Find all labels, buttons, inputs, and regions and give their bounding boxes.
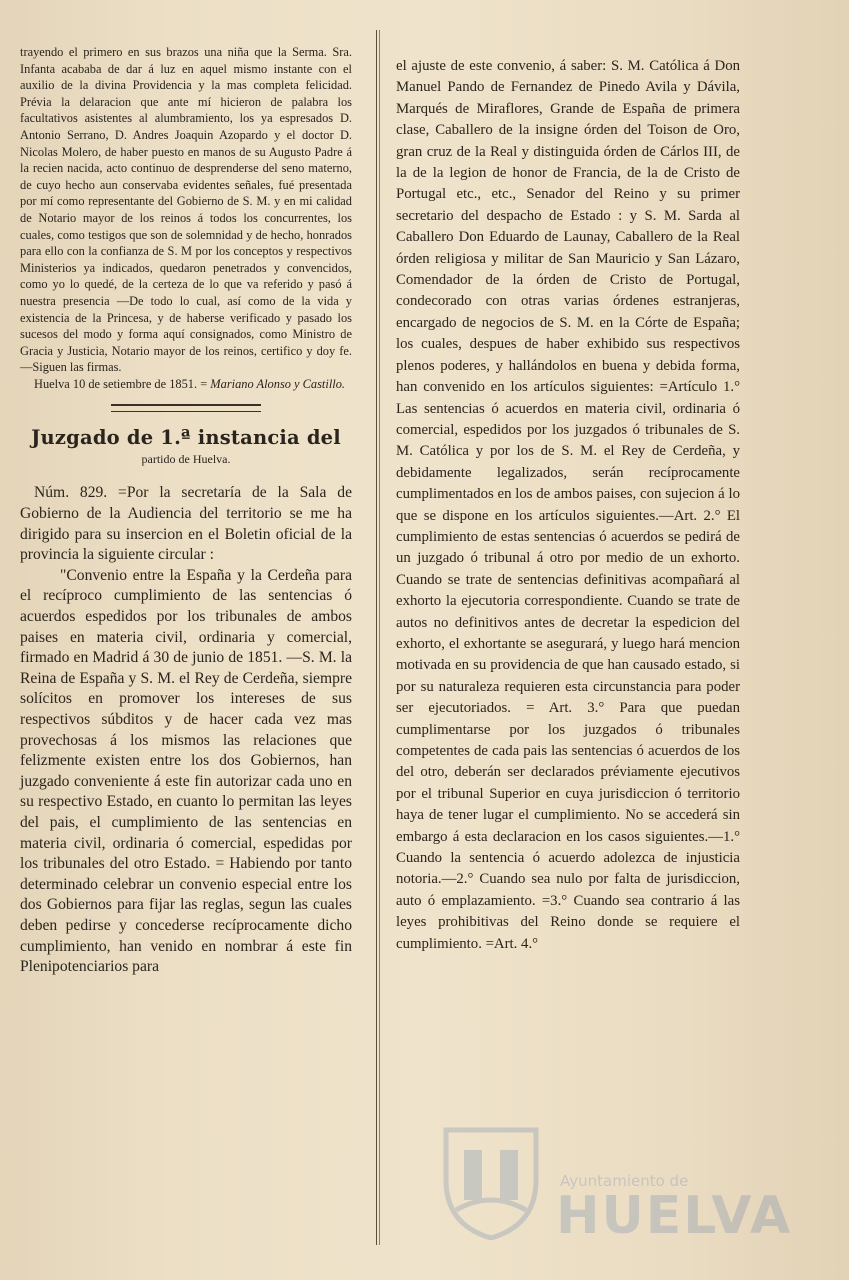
convenio-paragraph: "Convenio entre la España y la Cerdeña para el recíproco cumplimiento de las sentencias ó acuerdos espedidos por los tribunales de ambos paises en materia civil, ordinaria y comercial, firmado en Madrid á 30 de junio de 1851. —S. M. la Reina de España y S. M. el Rey de Cerdeña, siempre solícitos en promover los intereses de sus respectivos súbditos y de hacer cada vez mas provechosas á los mismos las relaciones que felizmente existen entre los dos Gobiernos, han juzgado conveniente á este fin autorizar cada uno en su respectivo Estado, en cuanto lo permitan las leyes del pais, el cumplimiento de las sentencias en materia civil, ordinaria ó comercial, espedidas por los tribunales del otro Estado. = Habiendo por tanto determinado celebrar un convenio especial entre los dos Gobiernos para fijar las reglas, segun las cuales deben pedirse y concederse recíprocamente dicho cumplimiento, han venido en nombrar á este fin Plenipotenciarios para	[20, 566, 352, 976]
signature-name: Mariano Alonso y Castillo.	[210, 376, 345, 391]
section-subheading: partido de Huelva.	[141, 452, 231, 467]
left-column	[20, 44, 352, 978]
right-column	[396, 56, 740, 955]
city-shield-icon	[436, 1120, 546, 1240]
watermark-title: HUELVA	[556, 1186, 793, 1246]
right-paragraph-articles: el ajuste de este convenio, á saber: S. M. Católica á Don Manuel Pando de Fernandez de Pinedo Avila y Dávila, Marqués de Miraflores, Grande de España de primera clase, Caballero de la insigne órden del Toison de Oro, gran cruz de la Real y distinguida órden de Cárlos III, de la de la legion de honor de Francia, de la de Cristo de Portugal etc., etc., Senador del Reino y su primer secretario del despacho de Estado : y S. M. Sarda al Caballero Don Eduardo de Launay, Caballero de la Real órden religiosa y militar de San Mauricio y San Lázaro, Comendador de la órden de Cristo de Portugal, condecorado con otras varias órdenes estranjeras, encargado de negocios de S. M. en la Córte de España; los cuales, despues de haber exhibido sus respectivos plenos poderes, y hallándolos en buena y debida forma, han convenido en los artículos siguientes: =Artículo 1.° Las sentencias ó acuerdos en materia civil, ordinaria ó comercial, espedidos por los juzgados ó tribunales de S. M. Católica y por los de S. M. el Rey de Cerdeña, y debidamente legalizados, serán recíprocamente cumplimentados en los de ambos paises, con sujecion á lo que se dispone en los artículos siguientes.—Art. 2.° El cumplimiento de estas sentencias ó acuerdos se pedirá de un juzgado ó tribunal á otro por medio de un exhorto. Cuando se trate de sentencias definitivas acompañará al exhorto la ejecutoria correspondiente. Cuando se trate de autos no definitivos antes de decretar la espedicion del exhorto, el exhortante se asegurará, y luego hará mencion motivada en su providencia de que han causado estado, si por su naturaleza requieren esta circunstancia para poder ser ejecutoriados. = Art. 3.° Para que puedan cumplimentarse por los juzgados ó tribunales competentes de cada pais las sentencias ó acuerdos de los del otro, deberán ser declarados préviamente ejecutivos por el tribunal Superior en cuya jurisdiccion ó territorio haya de tener lugar el cumplimiento. No se accederá sin embargo á esta declaracion en los casos siguientes.—1.° Cuando la sentencia ó acuerdo adolezca de injusticia notoria.—2.° Cuando sea nulo por falta de jurisdiccion, auto ó emplazamiento. =3.° Cuando sea contrario á las leyes prohibitivas del Reino donde se requiere el cumplimiento. =Art. 4.°	[396, 58, 740, 952]
section-heading: Juzgado de 1.ª instancia del	[31, 426, 341, 450]
section-separator	[111, 404, 261, 412]
left-paragraph-certification: trayendo el primero en sus brazos una niña que la Serma. Sra. Infanta acababa de dar á luz en aquel mismo instante con el auxilio de la divina Providencia y la mas completa felicidad. Prévia la delaracion que ante mí hicieron de palabra los facultativos asistentes al alumbramiento, los ya espresados D. Antonio Serrano, D. Andres Joaquin Azopardo y el doctor D. Nicolas Molero, de haber puesto en manos de su Augusto Padre á la recien nacida, acto continuo de desprenderse del seno materno, de cuyo hecho aun conservaba evidentes señales, fué presentada por mí como representante del Gobierno de S. M. y en mi calidad de Notario mayor de los reinos á todos los concurrentes, los cuales, como testigos que son de solemnidad y de hecho, honrados para ello con la confianza de S. M por los conceptos y respectivos Ministerios ya indicados, quedaron penetrados y convencidos, como yo lo quedé, de la certeza de lo que va referido y pasó á nuestra presencia —De todo lo cual, así como de la vida y existencia de la Princesa, y de haberse verificado y pasado los sucesos del modo y forma aquí consignados, como Ministro de Gracia y Justicia, Notario mayor de los reinos, certifico y doy fe. —Siguen las firmas.	[20, 45, 352, 375]
archive-watermark	[436, 1120, 793, 1250]
column-divider-inner	[379, 30, 380, 1245]
signature-line	[20, 376, 352, 393]
column-divider	[376, 30, 377, 1245]
circular-intro-paragraph: Núm. 829. =Por la secretaría de la Sala de Gobierno de la Audiencia del territorio se me ha dirigido para su insercion en el Boletin oficial de la provincia la siguiente circular :	[20, 484, 352, 564]
signature-place-date: Huelva 10 de setiembre de 1851. =	[34, 376, 208, 391]
watermark-subtitle: Ayuntamiento de	[560, 1172, 689, 1190]
